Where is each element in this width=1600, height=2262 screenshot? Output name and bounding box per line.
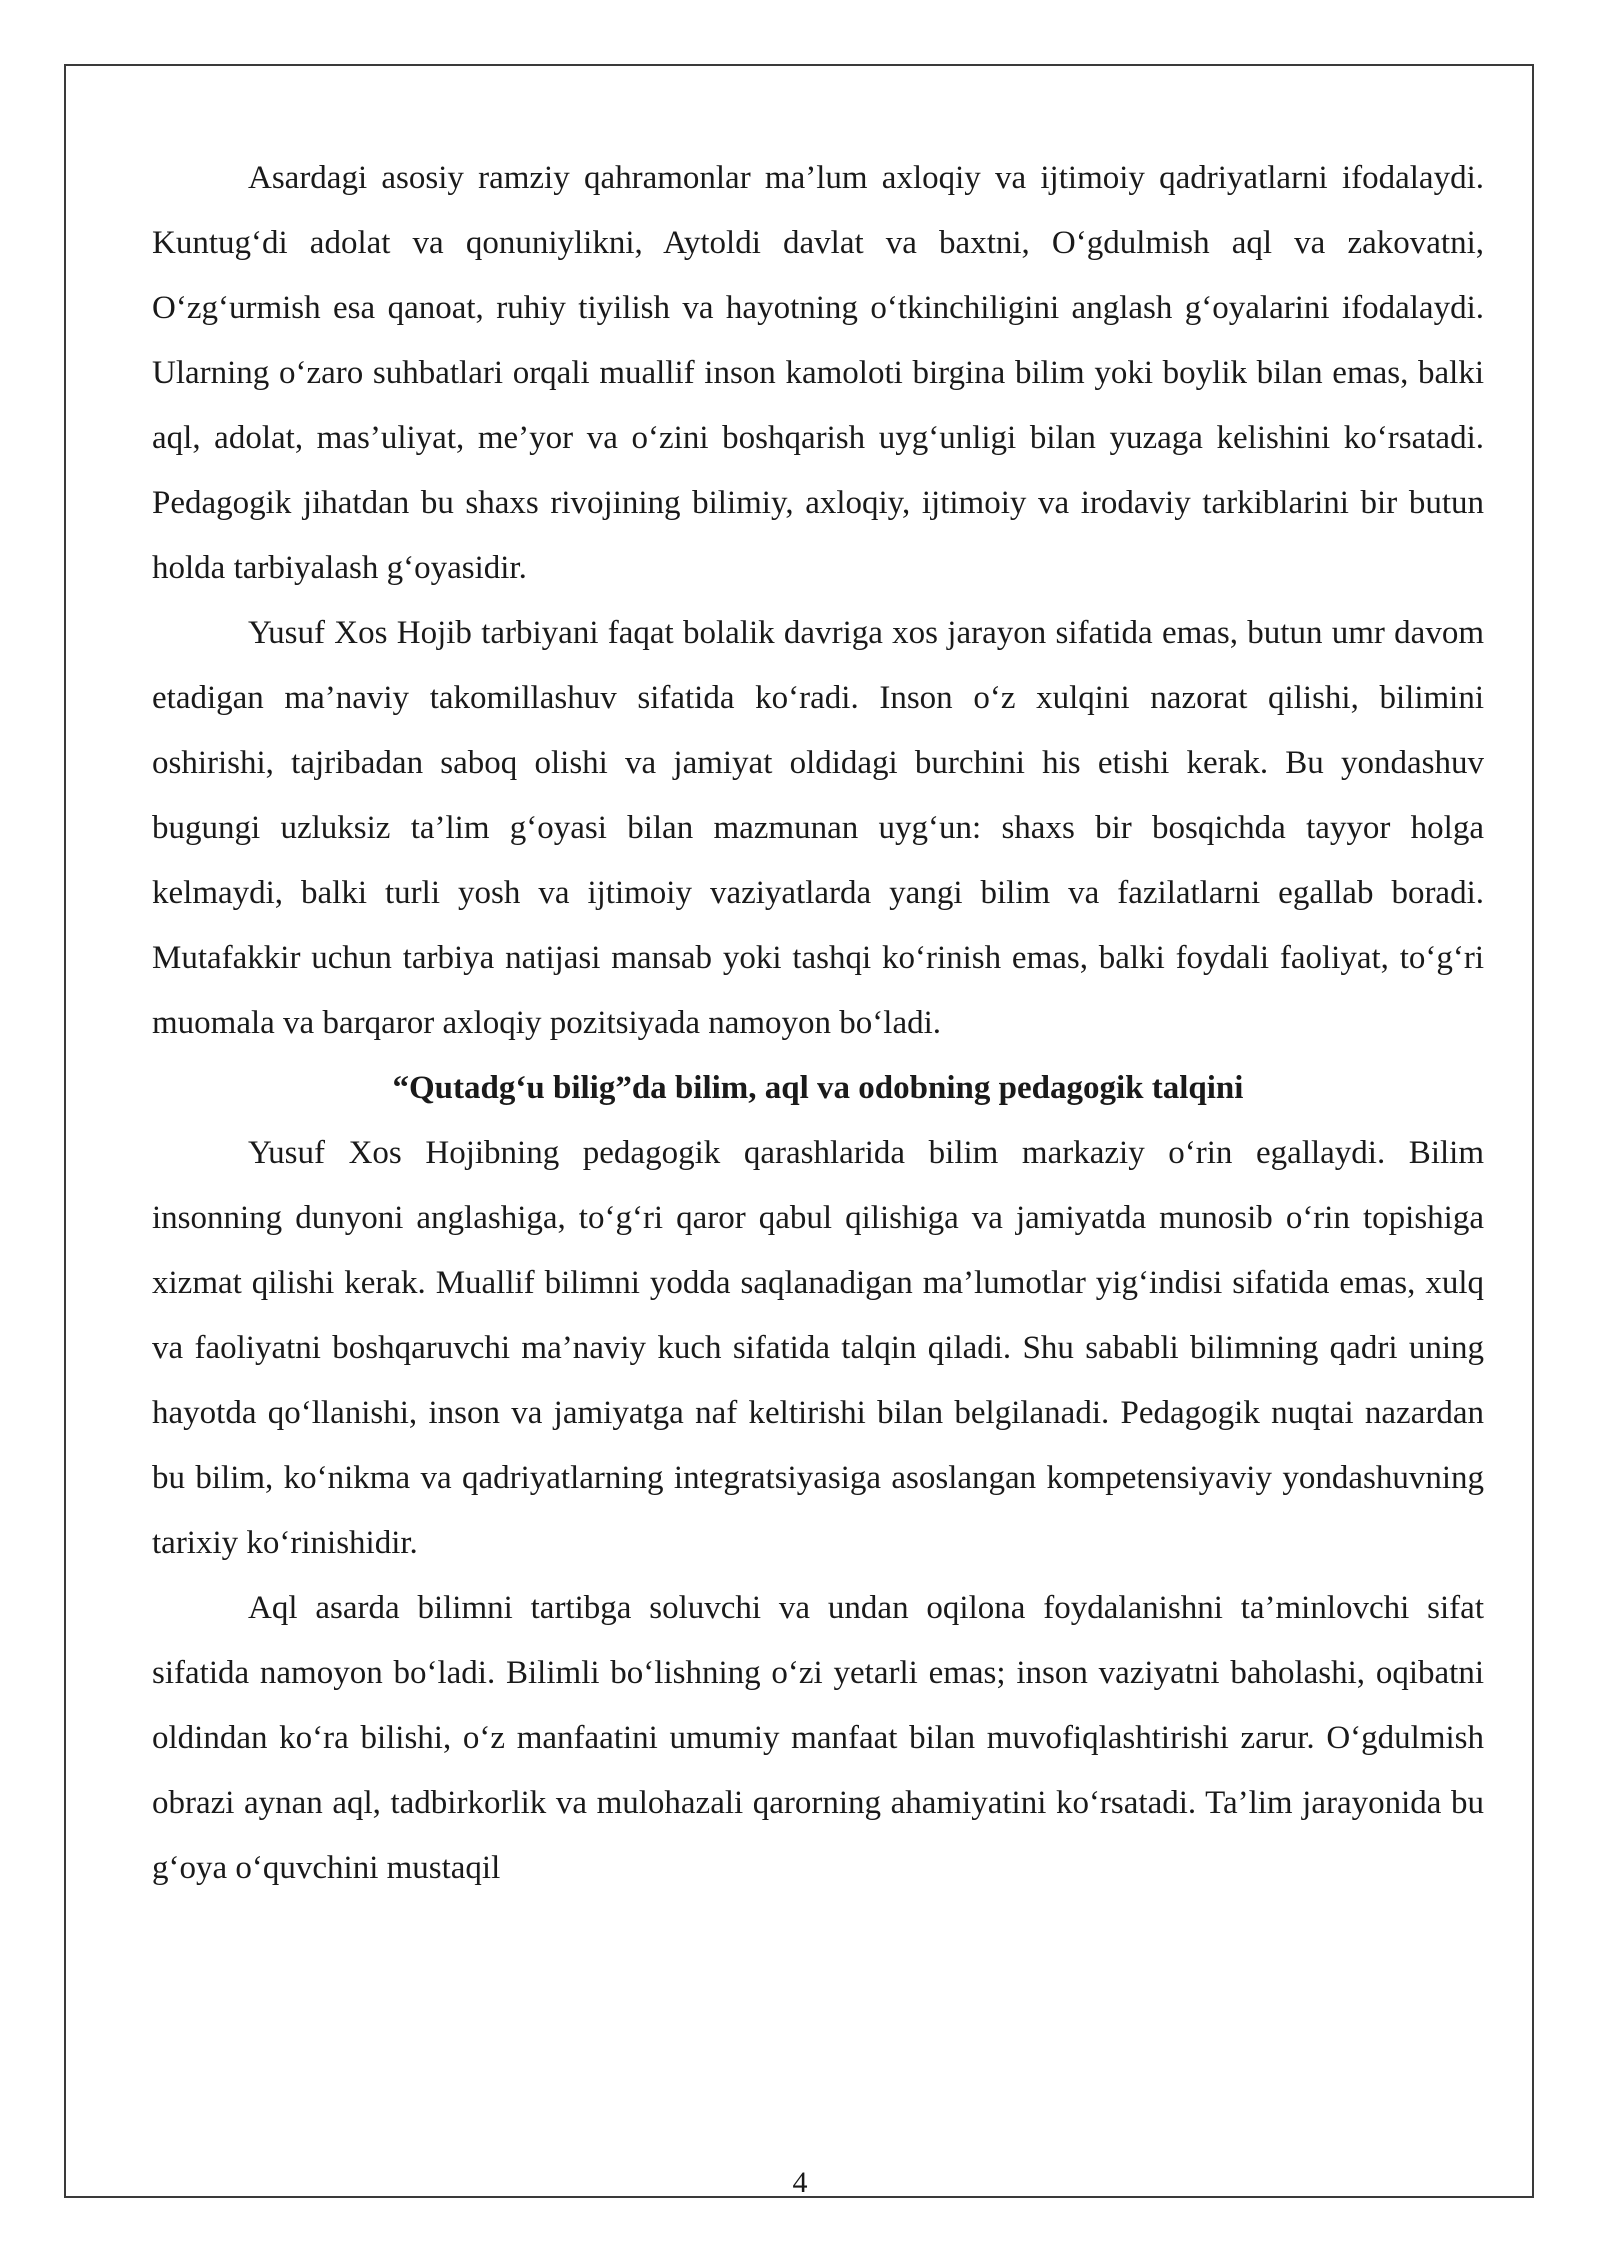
paragraph: Yusuf Xos Hojibning pedagogik qarashlarida bilim markaziy o‘rin egallaydi. Bilim insonning dunyoni anglashiga, to‘g‘ri qaror qabul qilishiga va jamiyatda munosib o‘rin topishiga xizmat qilishi kerak. Muallif bilimni yodda saqlanadigan ma’lumotlar yig‘indisi sifatida emas, xulq va faoliyatni boshqaruvchi ma’naviy kuch sifatida talqin qiladi. Shu sababli bilimning qadri uning hayotda qo‘llanishi, inson va jamiyatga naf keltirishi bilan belgilanadi. Pedagogik nuqtai nazardan bu bilim, ko‘nikma va qadriyatlarning integratsiyasiga asoslangan kompetensiyaviy yondashuvning tarixiy ko‘rinishidir. bbox=[152, 1135, 1484, 1561]
paragraph: Yusuf Xos Hojib tarbiyani faqat bolalik davriga xos jarayon sifatida emas, butun umr davom etadigan ma’naviy takomillashuv sifatida ko‘radi. Inson o‘z xulqini nazorat qilishi, bilimini oshirishi, tajribadan saboq olishi va jamiyat oldidagi burchini his etishi kerak. Bu yondashuv bugungi uzluksiz ta’lim g‘oyasi bilan mazmunan uyg‘un: shaxs bir bosqichda tayyor holga kelmaydi, balki turli yosh va ijtimoiy vaziyatlarda yangi bilim va fazilatlarni egallab boradi. Mutafakkir uchun tarbiya natijasi mansab yoki tashqi ko‘rinish emas, balki foydali faoliyat, to‘g‘ri muomala va barqaror axloqiy pozitsiyada namoyon bo‘ladi. bbox=[152, 615, 1484, 1041]
page-body bbox=[152, 146, 1484, 1901]
section-heading: “Qutadg‘u bilig”da bilim, aql va odobning pedagogik talqini bbox=[392, 1070, 1244, 1106]
paragraph: Aql asarda bilimni tartibga soluvchi va undan oqilona foydalanishni ta’minlovchi sifat sifatida namoyon bo‘ladi. Bilimli bo‘lishning o‘zi yetarli emas; inson vaziyatni baholashi, oqibatni oldindan ko‘ra bilishi, o‘z manfaatini umumiy manfaat bilan muvofiqlashtirishi zarur. O‘gdulmish obrazi aynan aql, tadbirkorlik va mulohazali qarorning ahamiyatini ko‘rsatadi. Ta’lim jarayonida bu g‘oya o‘quvchini mustaqil bbox=[152, 1590, 1484, 1886]
paragraph: Asardagi asosiy ramziy qahramonlar ma’lum axloqiy va ijtimoiy qadriyatlarni ifodalaydi. Kuntug‘di adolat va qonuniylikni, Aytoldi davlat va baxtni, O‘gdulmish aql va zakovatni, O‘zg‘urmish esa qanoat, ruhiy tiyilish va hayotning o‘tkinchiligini anglash g‘oyalarini ifodalaydi. Ularning o‘zaro suhbatlari orqali muallif inson kamoloti birgina bilim yoki boylik bilan emas, balki aql, adolat, mas’uliyat, me’yor va o‘zini boshqarish uyg‘unligi bilan yuzaga kelishini ko‘rsatadi. Pedagogik jihatdan bu shaxs rivojining bilimiy, axloqiy, ijtimoiy va irodaviy tarkiblarini bir butun holda tarbiyalash g‘oyasidir. bbox=[152, 160, 1484, 586]
page-number: 4 bbox=[792, 2166, 808, 2199]
